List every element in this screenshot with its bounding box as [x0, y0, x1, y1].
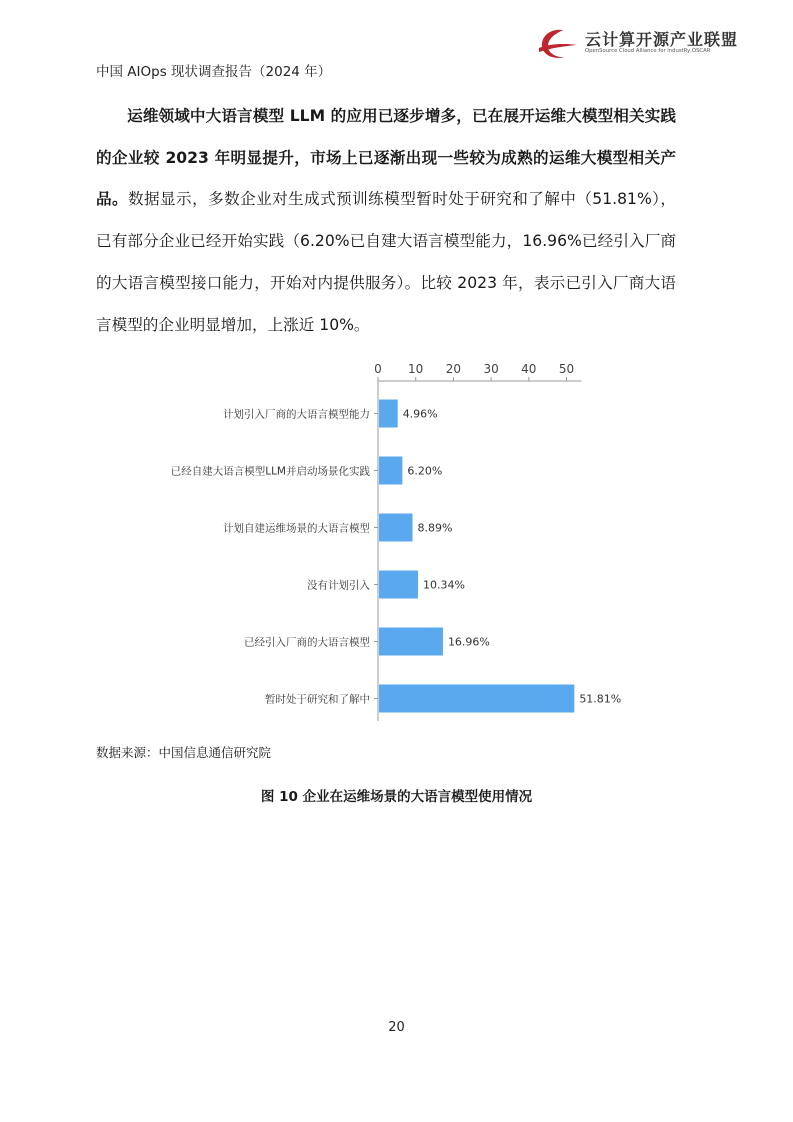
page-number: 20: [388, 1020, 405, 1035]
source-note: 数据来源：中国信息通信研究院: [96, 745, 272, 760]
category-label: 没有计划引入: [307, 579, 370, 592]
bar: [379, 571, 418, 599]
value-label: 6.20%: [407, 464, 443, 478]
value-label: 8.89%: [417, 521, 453, 535]
value-label: 10.34%: [422, 578, 465, 592]
category-label: 计划自建运维场景的大语言模型: [223, 522, 370, 535]
x-tick-label: 50: [558, 362, 575, 376]
figure-caption: 图 10 企业在运维场景的大语言模型使用情况: [260, 789, 533, 805]
x-tick-label: 30: [483, 362, 499, 376]
category-label: 已经引入厂商的大语言模型: [244, 636, 370, 649]
bar: [379, 685, 574, 713]
value-label: 51.81%: [579, 692, 622, 706]
paragraph-lead-bold: 运维领域中大语言模型 LLM 的应用已逐步增多，已在展开运维大模型相关实践的企业较 2023 年明显提升，市场上已逐渐出现一些较为成熟的运维大模型相关产品。: [96, 107, 676, 209]
logo-name-cn: 云计算开源产业联盟: [585, 30, 739, 49]
x-tick-label: 10: [408, 362, 424, 376]
category-label: 暂时处于研究和了解中: [265, 693, 370, 706]
bar: [379, 457, 402, 485]
oscar-logo: [533, 24, 739, 64]
logo-name-en: OpenSource Cloud Alliance for industRy,OSCAR: [585, 48, 711, 54]
x-tick-label: 0: [374, 362, 382, 376]
value-label: 16.96%: [447, 635, 490, 649]
category-label: 已经自建大语言模型LLM并启动场景化实践: [170, 465, 370, 478]
x-tick-label: 40: [521, 362, 537, 376]
bar: [379, 514, 413, 542]
x-tick-label: 20: [445, 362, 462, 376]
bar: [379, 628, 443, 656]
bar: [379, 400, 398, 428]
value-label: 4.96%: [402, 407, 438, 421]
report-header-title: 中国 AIOps 现状调查报告（2024 年）: [96, 64, 332, 80]
logo-swoosh-icon: [533, 24, 581, 64]
category-label: 计划引入厂商的大语言模型能力: [223, 408, 370, 421]
usage-bar-chart: [120, 355, 680, 730]
paragraph-body: 数据显示，多数企业对生成式预训练模型暂时处于研究和了解中（51.81%），已有部分企业已经开始实践（6.20%已自建大语言模型能力，16.96%已经引入厂商的大语言模型接口能力，开始对内提供服务）。比较 2023 年，表示已引入厂商大语言模型的企业明显增加，上涨近 10%。: [96, 190, 676, 334]
body-paragraph: [96, 96, 676, 346]
